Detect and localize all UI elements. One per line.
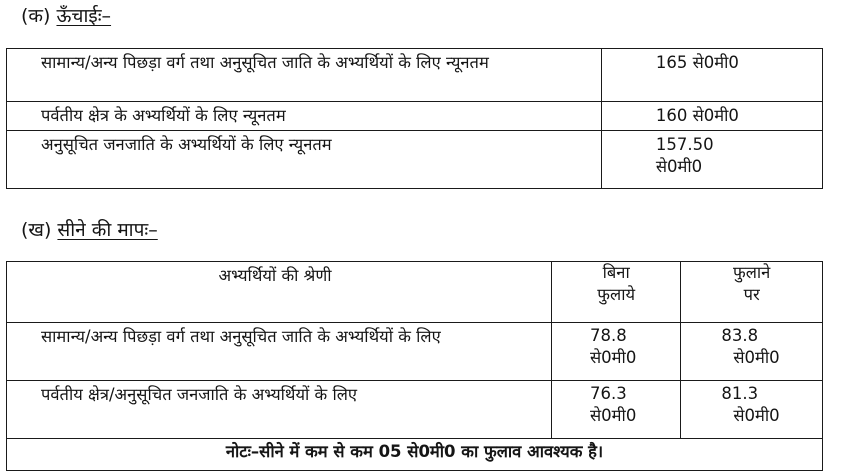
chest-unexpanded-header-line1: बिना [602,263,630,282]
chest-category-cell: पर्वतीय क्षेत्र/अनुसूचित जनजाति के अभ्यर्थियों के लिए [7,381,552,439]
chest-heading-title: सीने की मापः– [57,219,158,241]
height-heading-prefix: (क) [21,5,51,27]
chest-header-row [7,262,823,323]
chest-expanded-cell [681,381,823,439]
height-value-cell [601,131,822,189]
height-value-unit: से0मी0 [655,157,703,176]
chest-expanded-header-line2: पर [743,285,760,304]
chest-expanded-unit: से0मी0 [733,406,780,425]
chest-table [6,261,823,471]
chest-unexpanded-value: 78.8 [590,326,627,345]
height-row [7,49,823,102]
chest-expanded-header-line1: फुलाने [732,263,771,282]
chest-unexpanded-cell [552,323,681,381]
chest-note: नोटः–सीने में कम से कम 05 से0मी0 का फुलाव आवश्यक है। [7,439,823,471]
chest-category-header: अभ्यर्थियों की श्रेणी [7,262,552,323]
chest-row [7,381,823,439]
chest-heading-prefix: (ख) [21,219,52,241]
chest-heading [21,219,158,241]
chest-expanded-header [681,262,823,323]
height-value-cell: 160 से0मी0 [601,102,822,131]
chest-expanded-value: 81.3 [721,384,759,403]
height-category-cell: अनुसूचित जनजाति के अभ्यर्थियों के लिए न्यूनतम [7,131,602,189]
chest-unexpanded-header [552,262,681,323]
height-row [7,102,823,131]
chest-expanded-value: 83.8 [721,326,759,345]
chest-note-row [7,439,823,471]
chest-unexpanded-cell [552,381,681,439]
chest-row [7,323,823,381]
chest-category-cell: सामान्य/अन्य पिछड़ा वर्ग तथा अनुसूचित जाति के अभ्यर्थियों के लिए [7,323,552,381]
chest-unexpanded-header-line2: फुलाये [597,285,636,304]
height-value-cell: 165 से0मी0 [601,49,822,102]
chest-expanded-unit: से0मी0 [733,348,780,367]
height-row [7,131,823,189]
height-value-number: 157.50 [655,135,714,154]
height-heading-title: ऊँचाईः– [56,5,112,27]
chest-unexpanded-unit: से0मी0 [590,406,637,425]
height-heading [21,5,111,27]
height-category-cell: पर्वतीय क्षेत्र के अभ्यर्थियों के लिए न्यूनतम [7,102,602,131]
height-category-cell: सामान्य/अन्य पिछड़ा वर्ग तथा अनुसूचित जाति के अभ्यर्थियों के लिए न्यूनतम [7,49,602,102]
chest-unexpanded-unit: से0मी0 [590,348,637,367]
chest-expanded-cell [681,323,823,381]
chest-unexpanded-value: 76.3 [590,384,627,403]
height-table [6,48,823,189]
